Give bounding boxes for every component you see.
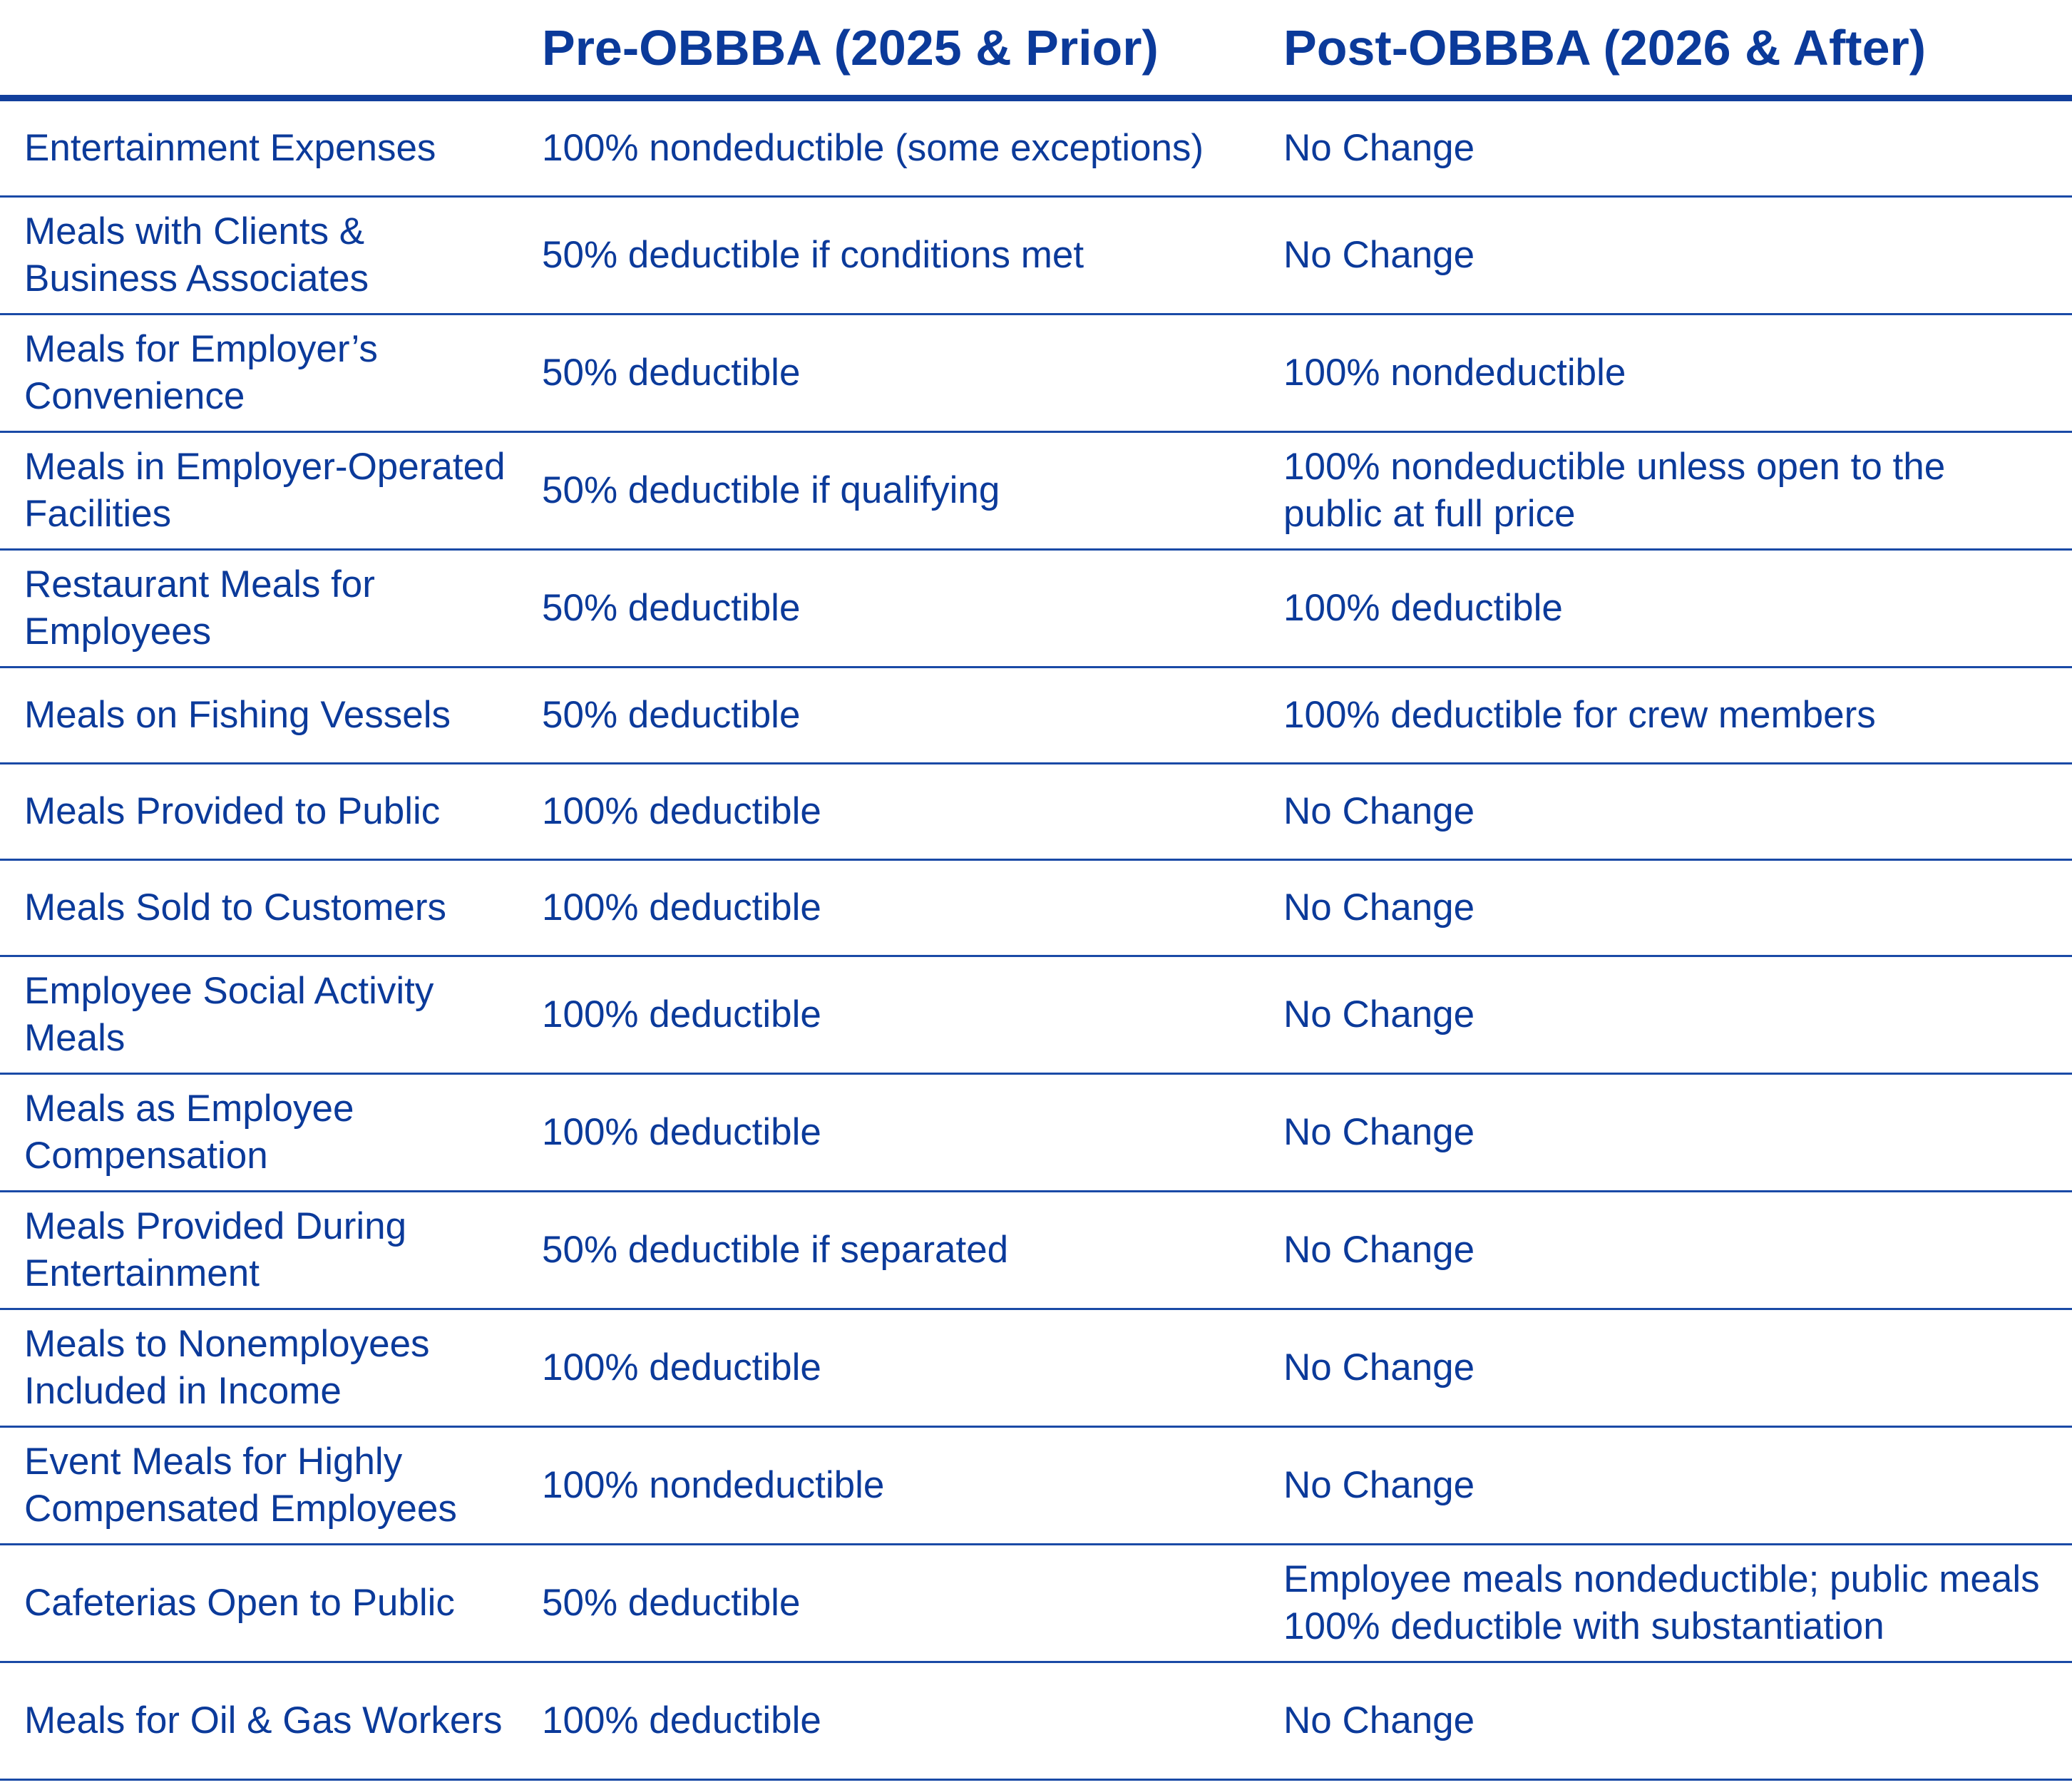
row-post: No Change xyxy=(1283,197,2072,314)
row-pre: 100% deductible xyxy=(542,956,1283,1074)
header-item xyxy=(0,0,542,98)
row-post: 100% deductible xyxy=(1283,550,2072,668)
row-item: Meals Provided During Entertainment xyxy=(0,1192,542,1309)
row-post: 100% nondeductible unless open to the public at full price xyxy=(1283,432,2072,550)
table-row xyxy=(0,432,2072,550)
table-row xyxy=(0,1192,2072,1309)
table-row xyxy=(0,668,2072,764)
table-header xyxy=(0,0,2072,98)
row-post: No Change xyxy=(1283,1662,2072,1780)
row-pre: 50% deductible if conditions met xyxy=(542,197,1283,314)
row-item: Restaurant Meals for Employees xyxy=(0,550,542,668)
row-post: 100% nondeductible xyxy=(1283,314,2072,432)
table-row xyxy=(0,1545,2072,1662)
row-pre: 50% deductible xyxy=(542,1545,1283,1662)
row-item: Employee Social Activity Meals xyxy=(0,956,542,1074)
table-row xyxy=(0,1309,2072,1427)
table-row xyxy=(0,550,2072,668)
table-row xyxy=(0,98,2072,197)
header-pre-obbba: Pre-OBBBA (2025 & Prior) xyxy=(542,0,1283,98)
row-pre: 50% deductible xyxy=(542,550,1283,668)
table-body xyxy=(0,98,2072,1780)
table-row xyxy=(0,764,2072,860)
table-row xyxy=(0,860,2072,956)
row-pre: 100% deductible xyxy=(542,1662,1283,1780)
row-item: Meals to Nonemployees Included in Income xyxy=(0,1309,542,1427)
row-pre: 100% nondeductible (some exceptions) xyxy=(542,98,1283,197)
table-row xyxy=(0,1427,2072,1545)
row-item: Meals for Oil & Gas Workers xyxy=(0,1662,542,1780)
row-post: No Change xyxy=(1283,764,2072,860)
row-post: Employee meals nondeductible; public meals 100% deductible with substantiation xyxy=(1283,1545,2072,1662)
row-pre: 50% deductible if qualifying xyxy=(542,432,1283,550)
row-item: Meals Sold to Customers xyxy=(0,860,542,956)
row-post: No Change xyxy=(1283,956,2072,1074)
row-post: No Change xyxy=(1283,1309,2072,1427)
row-item: Event Meals for Highly Compensated Employees xyxy=(0,1427,542,1545)
table-row xyxy=(0,1074,2072,1192)
row-pre: 100% nondeductible xyxy=(542,1427,1283,1545)
header-post-obbba: Post-OBBBA (2026 & After) xyxy=(1283,0,2072,98)
row-item: Meals for Employer’s Convenience xyxy=(0,314,542,432)
row-pre: 100% deductible xyxy=(542,1309,1283,1427)
row-item: Meals in Employer-Operated Facilities xyxy=(0,432,542,550)
row-item: Meals on Fishing Vessels xyxy=(0,668,542,764)
row-item: Entertainment Expenses xyxy=(0,98,542,197)
row-pre: 50% deductible xyxy=(542,314,1283,432)
row-item: Meals with Clients & Business Associates xyxy=(0,197,542,314)
table-row xyxy=(0,314,2072,432)
row-post: 100% deductible for crew members xyxy=(1283,668,2072,764)
row-pre: 50% deductible if separated xyxy=(542,1192,1283,1309)
row-post: No Change xyxy=(1283,860,2072,956)
table-row xyxy=(0,1662,2072,1780)
row-item: Meals Provided to Public xyxy=(0,764,542,860)
row-pre: 100% deductible xyxy=(542,764,1283,860)
row-post: No Change xyxy=(1283,1427,2072,1545)
row-post: No Change xyxy=(1283,1192,2072,1309)
row-pre: 100% deductible xyxy=(542,860,1283,956)
table-row xyxy=(0,197,2072,314)
row-item: Meals as Employee Compensation xyxy=(0,1074,542,1192)
row-pre: 50% deductible xyxy=(542,668,1283,764)
row-post: No Change xyxy=(1283,1074,2072,1192)
table-row xyxy=(0,956,2072,1074)
row-item: Cafeterias Open to Public xyxy=(0,1545,542,1662)
header-row xyxy=(0,0,2072,98)
row-pre: 100% deductible xyxy=(542,1074,1283,1192)
row-post: No Change xyxy=(1283,98,2072,197)
